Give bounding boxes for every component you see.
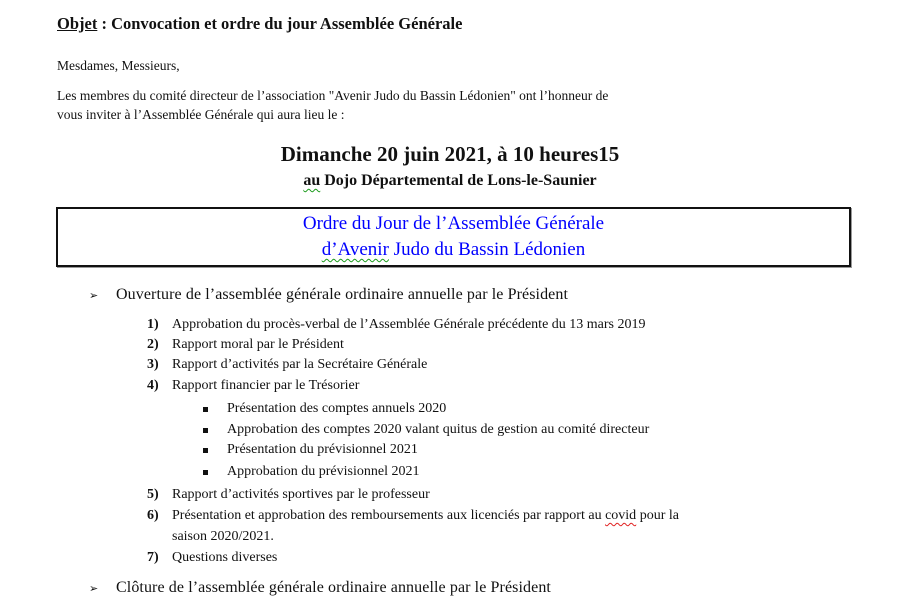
agenda-closing-text: Clôture de l’assemblée générale ordinaire annuelle par le Président	[116, 579, 551, 596]
subitem-text: Présentation du prévisionnel 2021	[227, 442, 418, 457]
square-bullet-icon	[203, 470, 208, 475]
item-text: Rapport financier par le Trésorier	[172, 378, 360, 393]
item-number: 4)	[147, 378, 159, 393]
item-text-part: Présentation et approbation des remboursements aux licenciés par rapport au	[172, 508, 606, 523]
subject-text: : Convocation et ordre du jour Assemblée Générale	[97, 14, 463, 33]
intro-line-2: vous inviter à l’Assemblée Générale qui aura lieu le :	[57, 107, 345, 122]
agenda-title-box	[56, 207, 851, 267]
subitem-text: Approbation du prévisionnel 2021	[227, 464, 420, 479]
item-text: Rapport d’activités sportives par le professeur	[172, 487, 430, 502]
item-text-part: pour la	[636, 508, 679, 523]
event-date-time: Dimanche 20 juin 2021, à 10 heures15	[280, 142, 620, 166]
item-text: Rapport d’activités par la Secrétaire Générale	[172, 357, 428, 372]
agenda-title-line-2	[58, 239, 849, 261]
arrow-bullet-icon: ➢	[89, 583, 99, 595]
item-text-line-2: saison 2020/2021.	[172, 529, 274, 544]
square-bullet-icon	[203, 407, 208, 412]
item-number: 2)	[147, 337, 159, 352]
subject-label: Objet	[57, 14, 98, 33]
item-number: 1)	[147, 317, 159, 332]
venue-text: Dojo Départemental de Lons-le-Saunier	[320, 172, 597, 189]
square-bullet-icon	[203, 428, 208, 433]
agenda-title-line-2-text: Judo du Bassin Lédonien	[388, 239, 586, 260]
item-number: 6)	[147, 508, 159, 523]
item-text: Rapport moral par le Président	[172, 337, 344, 352]
subject-line	[57, 14, 462, 34]
agenda-title-line-1: Ordre du Jour de l’Assemblée Générale	[302, 213, 605, 234]
item-number: 7)	[147, 550, 159, 565]
subitem-text: Approbation des comptes 2020 valant quitus de gestion au comité directeur	[227, 422, 650, 437]
intro-line-1: Les membres du comité directeur de l’association "Avenir Judo du Bassin Lédonien" ont l’honneur de	[57, 88, 609, 103]
event-venue	[0, 172, 900, 190]
grammar-flagged-word[interactable]: au	[303, 172, 321, 189]
item-text: Approbation du procès-verbal de l’Assemblée Générale précédente du 13 mars 2019	[172, 317, 646, 332]
spellcheck-flagged-word[interactable]: covid	[605, 508, 637, 523]
intro-paragraph	[57, 86, 857, 124]
item-number: 3)	[147, 357, 159, 372]
grammar-flagged-word[interactable]: d’Avenir	[321, 239, 389, 260]
square-bullet-icon	[203, 448, 208, 453]
salutation: Mesdames, Messieurs,	[57, 58, 180, 73]
item-text	[172, 508, 679, 524]
item-number: 5)	[147, 487, 159, 502]
item-text: Questions diverses	[172, 550, 278, 565]
agenda-opening-text: Ouverture de l’assemblée générale ordinaire annuelle par le Président	[116, 286, 569, 303]
subitem-text: Présentation des comptes annuels 2020	[227, 401, 447, 416]
arrow-bullet-icon: ➢	[89, 290, 99, 302]
